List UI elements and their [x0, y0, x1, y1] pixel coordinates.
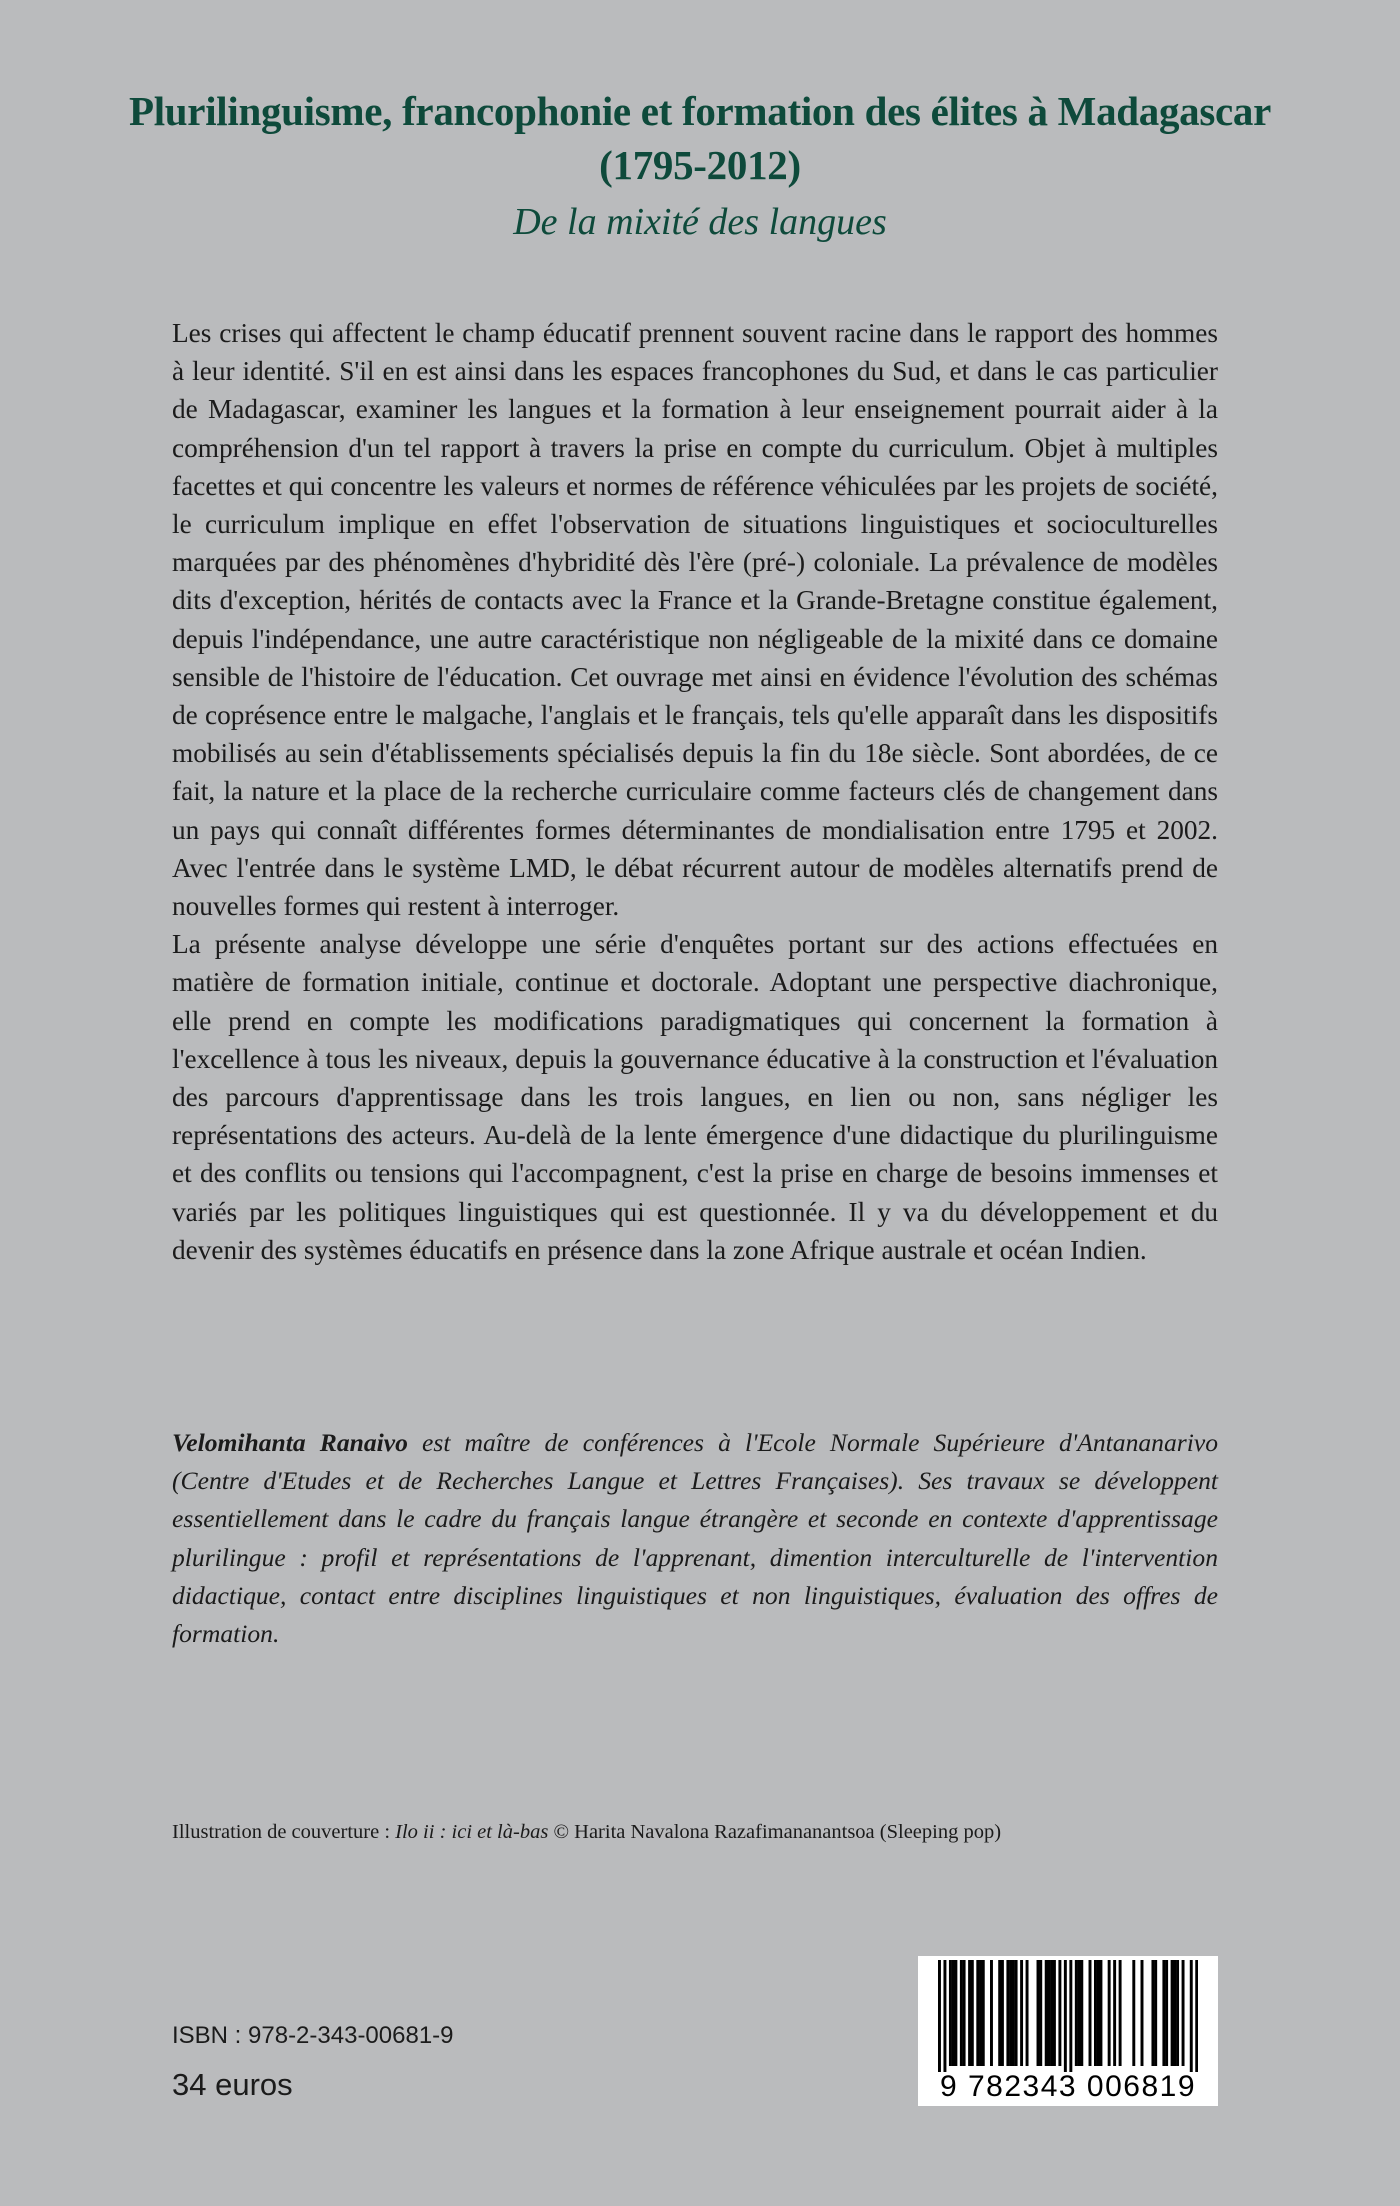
barcode-bars	[938, 1960, 1198, 2072]
barcode-bar	[1195, 1960, 1198, 2072]
price: 34 euros	[172, 2067, 293, 2102]
cover-illustration-credit	[172, 1818, 1232, 1846]
barcode-bar	[1026, 1960, 1029, 2066]
author-name: Velomihanta Ranaivo	[172, 1428, 408, 1457]
barcode-bar	[1173, 1960, 1176, 2066]
barcode-bar	[1171, 1960, 1174, 2066]
barcode-bar	[1099, 1960, 1102, 2066]
barcode-bar	[1012, 1960, 1015, 2066]
barcode-bar	[1097, 1960, 1100, 2066]
barcode-bar	[1151, 1960, 1154, 2066]
book-subtitle: De la mixité des langues	[513, 201, 887, 243]
credit-work-title: Ilo ii : ici et là-bas	[395, 1821, 549, 1843]
barcode-bar	[938, 1960, 941, 2072]
barcode-digits: 9 782343 006819	[939, 2070, 1197, 2103]
barcode-bar	[990, 1960, 993, 2066]
barcode-bar	[1162, 1960, 1165, 2066]
barcode-bar	[998, 1960, 1001, 2066]
barcode-bar	[1078, 1960, 1081, 2066]
barcode-bar	[968, 1960, 971, 2066]
barcode-bar	[1069, 1960, 1072, 2072]
barcode-bar	[1039, 1960, 1042, 2066]
header	[0, 84, 1400, 246]
barcode-bar	[1045, 1960, 1048, 2066]
summary-text	[172, 314, 1218, 1269]
barcode-bar	[954, 1960, 957, 2066]
barcode-bar	[1058, 1960, 1061, 2066]
barcode-bar	[1001, 1960, 1004, 2066]
book-title-line-1: Plurilinguisme, francophonie et formation des élites à Madagascar	[128, 88, 1272, 134]
barcode-bar	[1132, 1960, 1135, 2066]
barcode-bar	[1089, 1960, 1092, 2066]
barcode-bar	[1182, 1960, 1185, 2066]
barcode-bar	[1037, 1960, 1040, 2066]
barcode-bar	[979, 1960, 982, 2066]
barcode-bar	[1176, 1960, 1179, 2066]
barcode-bar	[971, 1960, 974, 2066]
barcode-bar	[1108, 1960, 1111, 2066]
book-title	[0, 84, 1400, 192]
barcode-bar	[963, 1960, 966, 2066]
barcode-bar	[1064, 1960, 1067, 2072]
credit-suffix: © Harita Navalona Razafimananantsoa (Sleeping pop)	[548, 1821, 1002, 1843]
summary-paragraph-1: Les crises qui affectent le champ éducatif prennent souvent racine dans le rapport des hommes à leur identité. S'il en est ainsi dans les espaces francophones du Sud, et dans le cas particulier de Madagascar, examiner les langues et la formation à leur enseignement pourrait aider à la compréhension d'un tel rapport à travers la prise en compte du curriculum. Objet à multiples facettes et qui concentre les valeurs et normes de référence véhiculées par les projets de société, le curriculum implique en effet l'observation de situations linguistiques et socioculturelles marquées par des phénomènes d'hybridité dès l'ère (pré-) coloniale. La prévalence de modèles dits d'exception, hérités de contacts avec la France et la Grande-Bretagne constitue également, depuis l'indépendance, une autre caractéristique non négligeable de la mixité dans ce domaine sensible de l'histoire de l'éducation. Cet ouvrage met ainsi en évidence l'évolution des schémas de coprésence entre le malgache, l'anglais et le français, tels qu'elle apparaît dans les dispositifs mobilisés au sein d'établissements spécialisés depuis la fin du 18e siècle. Sont abordées, de ce fait, la nature et la place de la recherche curriculaire comme facteurs clés de changement dans un pays qui connaît différentes formes déterminantes de mondialisation entre 1795 et 2002. Avec l'entrée dans le système LMD, le débat récurrent autour de modèles alternatifs prend de nouvelles formes qui restent à interroger.	[172, 318, 1218, 922]
barcode-bar	[1154, 1960, 1157, 2066]
barcode-bar	[1006, 1960, 1009, 2066]
barcode-bar	[952, 1960, 955, 2066]
barcode-bar	[1015, 1960, 1018, 2066]
barcode-bar	[960, 1960, 963, 2066]
barcode-bar	[982, 1960, 985, 2066]
barcode-bar	[949, 1960, 952, 2066]
author-bio-text: est maître de conférences à l'Ecole Normale Supérieure d'Antananarivo (Centre d'Etudes et de Recherches Langue et Lettres Françaises). Ses travaux se développent essentiellement dans le cadre du français langue étrangère et seconde en contexte d'apprentissage plurilingue : profil et représentations de l'apprenant, dimention interculturelle de l'intervention didactique, contact entre disciplines linguistiques et non linguistiques, évaluation des offres de formation.	[172, 1428, 1219, 1649]
barcode-bar	[1141, 1960, 1144, 2066]
barcode-bar	[1119, 1960, 1122, 2066]
barcode-bar	[1075, 1960, 1078, 2066]
barcode-bar	[943, 1960, 946, 2072]
barcode-bar	[976, 1960, 979, 2066]
credit-prefix: Illustration de couverture :	[172, 1821, 396, 1843]
barcode-bar	[1050, 1960, 1053, 2066]
barcode-bar	[1094, 1960, 1097, 2066]
barcode-bar	[1113, 1960, 1116, 2066]
summary-paragraph-2: La présente analyse développe une série d'enquêtes portant sur des actions effectuées en matière de formation initiale, continue et doctorale. Adoptant une perspective diachronique, elle prend en compte les modifications paradigmatiques qui concernent la formation à l'excellence à tous les niveaux, depuis la gouvernance éducative à la construction et l'évaluation des parcours d'apprentissage dans les trois langues, en lien ou non, sans négliger les représentations des acteurs. Au-delà de la lente émergence d'une didactique du plurilinguisme et des conflits ou tensions qui l'accompagnent, c'est la prise en charge de besoins immenses et variés par les politiques linguistiques qui est questionnée. Il y va du développement et du devenir des systèmes éducatifs en présence dans la zone Afrique australe et océan Indien.	[172, 929, 1218, 1265]
barcode-bar	[1080, 1960, 1083, 2066]
barcode-bar	[1009, 1960, 1012, 2066]
book-title-line-2: (1795-2012)	[599, 142, 801, 188]
isbn: ISBN : 978-2-343-00681-9	[172, 2022, 454, 2049]
barcode-bar	[1165, 1960, 1168, 2066]
barcode-bar	[1190, 1960, 1193, 2072]
author-bio	[172, 1424, 1218, 1653]
barcode-bar	[1047, 1960, 1050, 2066]
barcode	[918, 1956, 1218, 2106]
barcode-bar	[1053, 1960, 1056, 2066]
barcode-bar	[1020, 1960, 1023, 2066]
